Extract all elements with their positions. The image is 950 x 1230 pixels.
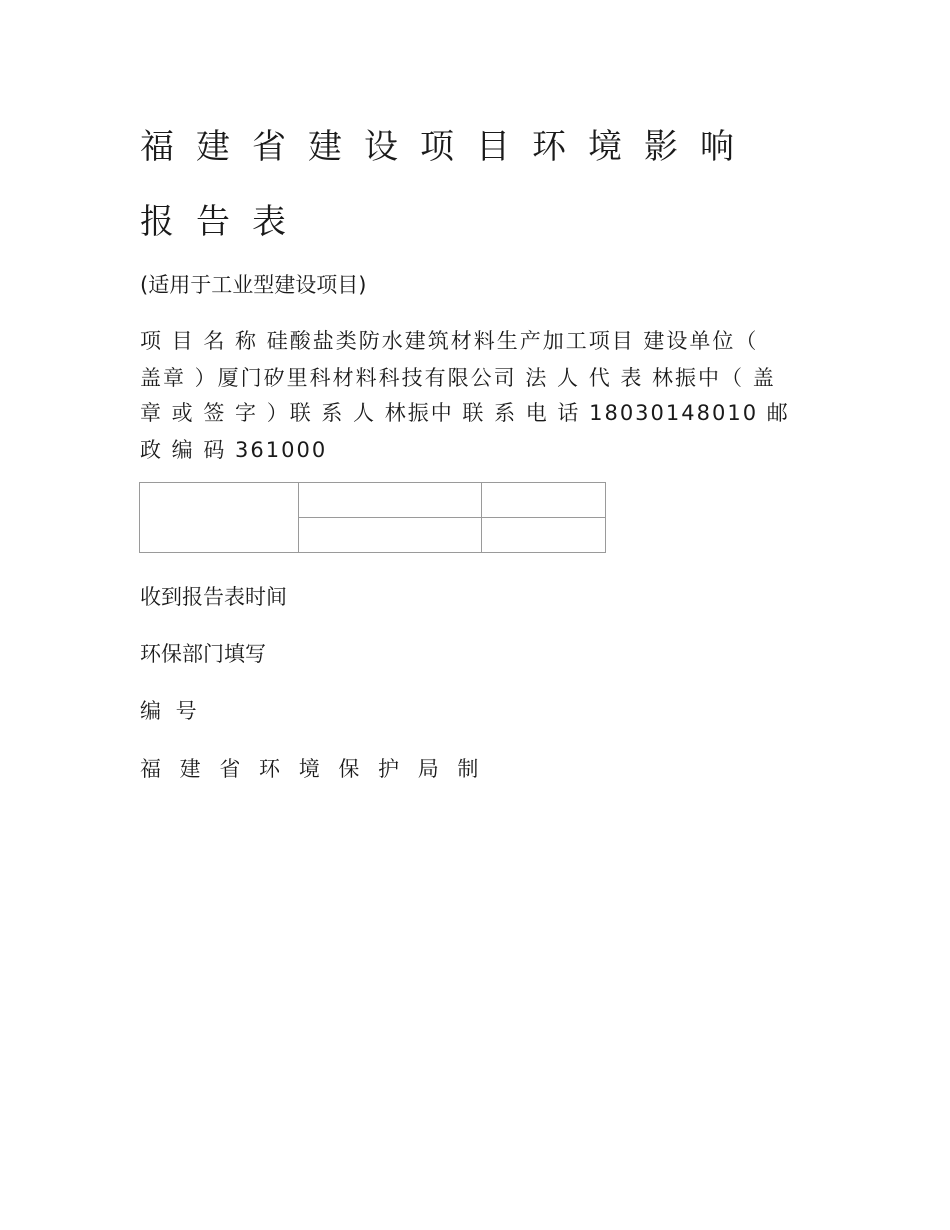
receive-time-label: 收到报告表时间 [140, 585, 287, 609]
project-info-line-1: 项 目 名 称 硅酸盐类防水建筑材料生产加工项目 建设单位（ [140, 329, 759, 353]
issuer-label: 福 建 省 环 境 保 护 局 制 [140, 757, 485, 781]
document-title-line-1: 福建省建设项目环境影响 [140, 127, 756, 167]
receipt-table-cell [482, 483, 606, 518]
document-title-line-2: 报告表 [140, 202, 308, 242]
dept-fill-label: 环保部门填写 [140, 642, 266, 666]
receipt-table-cell [299, 518, 482, 553]
receipt-table-cell [482, 518, 606, 553]
document-subtitle: (适用于工业型建设项目) [140, 273, 367, 297]
project-info-line-2: 盖章 ）厦门矽里科材料科技有限公司 法 人 代 表 林振中（ 盖 [140, 366, 776, 390]
project-info-line-3: 章 或 签 字 ）联 系 人 林振中 联 系 电 话 18030148010 邮 [140, 401, 790, 425]
receipt-table-cell [299, 483, 482, 518]
receipt-table [139, 482, 606, 553]
serial-number-label: 编 号 [140, 699, 201, 723]
receipt-table-cell [140, 483, 299, 553]
project-info-line-4: 政 编 码 361000 [140, 438, 328, 462]
